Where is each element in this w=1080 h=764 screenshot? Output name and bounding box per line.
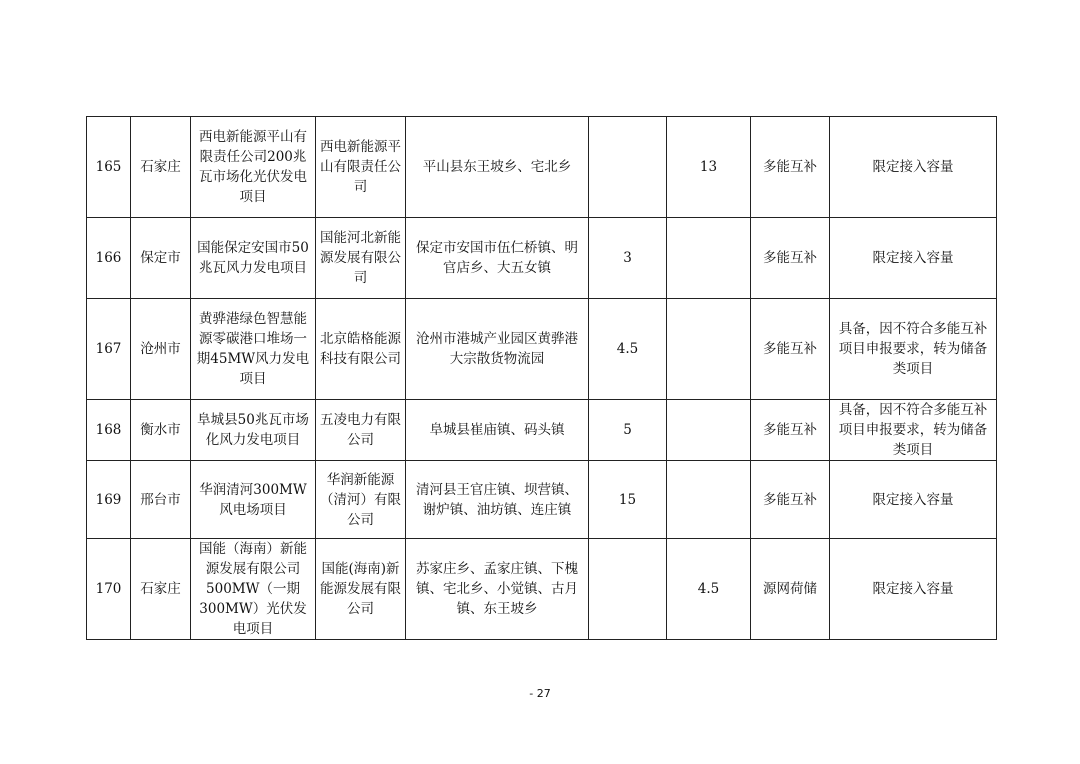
- table-row: [87, 400, 997, 461]
- company-cell: 西电新能源平山有限责任公司: [316, 117, 406, 218]
- remark-cell: 限定接入容量: [830, 218, 997, 299]
- capacity-cell-b: [667, 299, 751, 400]
- location-cell: 保定市安国市伍仁桥镇、明官店乡、大五女镇: [406, 218, 589, 299]
- row-number: 168: [87, 400, 131, 461]
- table-row: [87, 461, 997, 539]
- table-row: [87, 539, 997, 640]
- page-number: - 27: [529, 687, 551, 700]
- project-name-cell: 阜城县50兆瓦市场化风力发电项目: [191, 400, 316, 461]
- capacity-cell-b: [667, 400, 751, 461]
- remark-cell: 限定接入容量: [830, 117, 997, 218]
- remark-cell: 具备，因不符合多能互补项目申报要求，转为储备类项目: [830, 299, 997, 400]
- project-name-cell: 国能（海南）新能源发展有限公司500MW（一期300MW）光伏发电项目: [191, 539, 316, 640]
- capacity-cell-a: [589, 117, 667, 218]
- row-number: 167: [87, 299, 131, 400]
- city-cell: 衡水市: [131, 400, 191, 461]
- project-name-cell: 黄骅港绿色智慧能源零碳港口堆场一期45MW风力发电项目: [191, 299, 316, 400]
- table-row: [87, 117, 997, 218]
- location-cell: 苏家庄乡、孟家庄镇、下槐镇、宅北乡、小觉镇、古月镇、东王坡乡: [406, 539, 589, 640]
- project-type-cell: 源网荷储: [751, 539, 830, 640]
- project-type-cell: 多能互补: [751, 299, 830, 400]
- row-number: 169: [87, 461, 131, 539]
- city-cell: 保定市: [131, 218, 191, 299]
- row-number: 166: [87, 218, 131, 299]
- project-type-cell: 多能互补: [751, 117, 830, 218]
- capacity-cell-b: 13: [667, 117, 751, 218]
- location-cell: 清河县王官庄镇、坝营镇、谢炉镇、油坊镇、连庄镇: [406, 461, 589, 539]
- city-cell: 石家庄: [131, 539, 191, 640]
- capacity-cell-a: [589, 539, 667, 640]
- project-type-cell: 多能互补: [751, 461, 830, 539]
- capacity-cell-a: 3: [589, 218, 667, 299]
- project-type-cell: 多能互补: [751, 218, 830, 299]
- capacity-cell-b: 4.5: [667, 539, 751, 640]
- company-cell: 北京皓格能源科技有限公司: [316, 299, 406, 400]
- company-cell: 五凌电力有限公司: [316, 400, 406, 461]
- city-cell: 邢台市: [131, 461, 191, 539]
- table-row: [87, 299, 997, 400]
- location-cell: 沧州市港城产业园区黄骅港大宗散货物流园: [406, 299, 589, 400]
- project-name-cell: 国能保定安国市50兆瓦风力发电项目: [191, 218, 316, 299]
- project-type-cell: 多能互补: [751, 400, 830, 461]
- capacity-cell-b: [667, 218, 751, 299]
- city-cell: 沧州市: [131, 299, 191, 400]
- capacity-cell-a: 15: [589, 461, 667, 539]
- project-name-cell: 西电新能源平山有限责任公司200兆瓦市场化光伏发电项目: [191, 117, 316, 218]
- location-cell: 平山县东王坡乡、宅北乡: [406, 117, 589, 218]
- row-number: 170: [87, 539, 131, 640]
- remark-cell: 限定接入容量: [830, 461, 997, 539]
- company-cell: 华润新能源（清河）有限公司: [316, 461, 406, 539]
- table-row: [87, 218, 997, 299]
- row-number: 165: [87, 117, 131, 218]
- capacity-cell-a: 5: [589, 400, 667, 461]
- location-cell: 阜城县崔庙镇、码头镇: [406, 400, 589, 461]
- remark-cell: 具备，因不符合多能互补项目申报要求，转为储备类项目: [830, 400, 997, 461]
- project-name-cell: 华润清河300MW风电场项目: [191, 461, 316, 539]
- company-cell: 国能(海南)新能源发展有限公司: [316, 539, 406, 640]
- capacity-cell-b: [667, 461, 751, 539]
- capacity-cell-a: 4.5: [589, 299, 667, 400]
- company-cell: 国能河北新能源发展有限公司: [316, 218, 406, 299]
- remark-cell: 限定接入容量: [830, 539, 997, 640]
- city-cell: 石家庄: [131, 117, 191, 218]
- project-table: [86, 116, 997, 640]
